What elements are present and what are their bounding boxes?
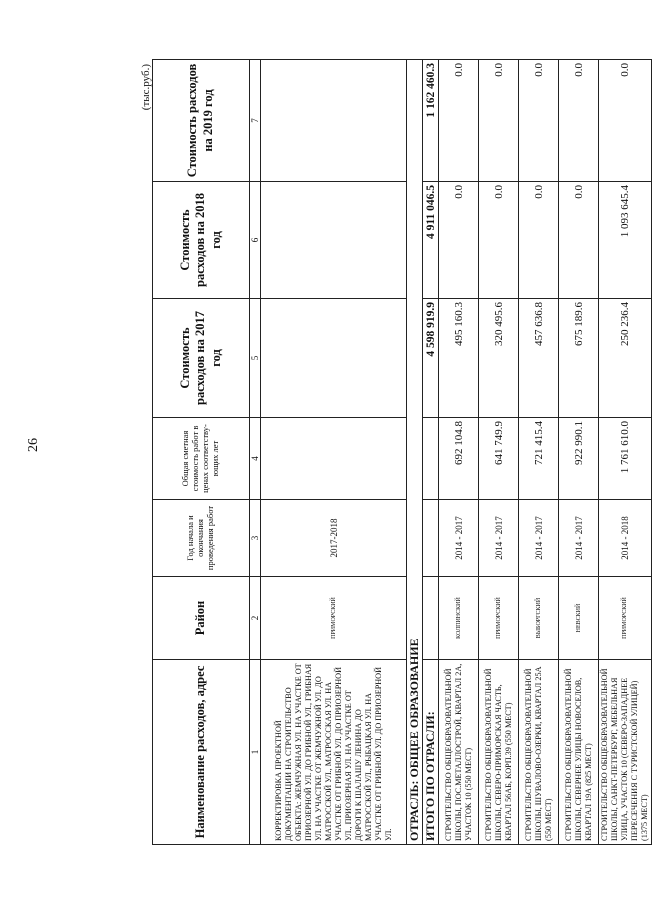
table-row <box>559 60 599 845</box>
row-cost-2018: 0.0 <box>439 182 479 299</box>
row-cost-2018: 0.0 <box>519 182 559 299</box>
row-cost-2019: 0.0 <box>519 60 559 182</box>
row-total-cost: 641 749.9 <box>479 418 519 500</box>
row-name: СТРОИТЕЛЬСТВО ОБЩЕОБРАЗОВАТЕЛЬНОЙ ШКОЛЫ, ШУВАЛОВО-ОЗЕРКИ, КВАРТАЛ 25А (550 МЕСТ) <box>519 660 559 845</box>
row-name: СТРОИТЕЛЬСТВО ОБЩЕОБРАЗОВАТЕЛЬНОЙ ШКОЛЫ, ПОС.МЕТАЛЛОСТРОЙ, КВАРТАЛ 2А, УЧАСТОК 10 (550 МЕСТ) <box>439 660 479 845</box>
row-years: 2014 - 2017 <box>439 500 479 577</box>
row-cost-2018: 1 093 645.4 <box>599 182 652 299</box>
column-number: 7 <box>250 60 261 182</box>
row-district: ВЫБОРГСКИЙ <box>519 577 559 660</box>
row-years: 2014 - 2017 <box>559 500 599 577</box>
row-district: НЕВСКИЙ <box>559 577 599 660</box>
column-number: 1 <box>250 660 261 845</box>
row-cost-2019: 0.0 <box>479 60 519 182</box>
row-total-cost <box>261 418 407 500</box>
header-cost-2017: Стоимость расходов на 2017 год <box>153 299 250 418</box>
table-row <box>479 60 519 845</box>
row-cost-2018: 0.0 <box>479 182 519 299</box>
header-row <box>153 60 250 845</box>
total-cost-2019: 1 162 460.3 <box>423 60 439 182</box>
total-label: ИТОГО ПО ОТРАСЛИ: <box>423 660 439 845</box>
row-district: ПРИМОРСКИЙ <box>261 577 407 660</box>
column-number: 6 <box>250 182 261 299</box>
table-row <box>519 60 559 845</box>
header-cost-2019: Стоимость расходов на 2019 год <box>153 60 250 182</box>
row-years: 2014 - 2017 <box>519 500 559 577</box>
row-years: 2014 - 2017 <box>479 500 519 577</box>
row-name: СТРОИТЕЛЬСТВО ОБЩЕОБРАЗОВАТЕЛЬНОЙ ШКОЛЫ, СЕВЕРО-ПРИМОРСКАЯ ЧАСТЬ, КВАРТАЛ 56АБ, КОРП.39 (550 МЕСТ) <box>479 660 519 845</box>
row-cost-2019: 0.0 <box>599 60 652 182</box>
row-total-cost: 692 104.8 <box>439 418 479 500</box>
header-district: Район <box>153 577 250 660</box>
table-row <box>599 60 652 845</box>
row-name: СТРОИТЕЛЬСТВО ОБЩЕОБРАЗОВАТЕЛЬНОЙ ШКОЛЫ, СЕВЕРНЕЕ УЛИЦЫ НОВОСЕЛОВ, КВАРТАЛ 19А (825 МЕСТ) <box>559 660 599 845</box>
row-cost-2019: 0.0 <box>559 60 599 182</box>
row-name: СТРОИТЕЛЬСТВО ОБЩЕОБРАЗОВАТЕЛЬНОЙ ШКОЛЫ, САНКТ-ПЕТЕРБУРГ, МЕБЕЛЬНАЯ УЛИЦА, УЧАСТОК 10 (СЕВЕРО-ЗАПАДНЕЕ ПЕРЕСЕЧЕНИЯ С ТУРИСТСКОЙ УЛИЦЕЙ) (1375 МЕСТ) <box>599 660 652 845</box>
total-cost-2017: 4 598 919.9 <box>423 299 439 418</box>
row-cost-2019: 0.0 <box>439 60 479 182</box>
column-number: 3 <box>250 500 261 577</box>
row-district: ПРИМОРСКИЙ <box>479 577 519 660</box>
total-years <box>423 500 439 577</box>
row-cost-2019 <box>261 60 407 182</box>
total-total-cost <box>423 418 439 500</box>
header-name: Наименование расходов, адрес <box>153 660 250 845</box>
row-years: 2017-2018 <box>261 500 407 577</box>
rotated-page <box>140 60 649 845</box>
table-row <box>261 60 407 845</box>
section-title: ОТРАСЛЬ: ОБЩЕЕ ОБРАЗОВАНИЕ <box>407 60 423 845</box>
row-cost-2017: 457 636.8 <box>519 299 559 418</box>
row-years: 2014 - 2018 <box>599 500 652 577</box>
column-number: 4 <box>250 418 261 500</box>
page-number: 26 <box>26 438 41 452</box>
column-number: 5 <box>250 299 261 418</box>
row-cost-2017: 250 236.4 <box>599 299 652 418</box>
row-total-cost: 721 415.4 <box>519 418 559 500</box>
row-total-cost: 1 761 610.0 <box>599 418 652 500</box>
header-total-cost: Общая сметная стоимость работ в ценах соответству-ющих лет <box>153 418 250 500</box>
row-district: ПРИМОРСКИЙ <box>599 577 652 660</box>
row-cost-2018: 0.0 <box>559 182 599 299</box>
total-row <box>423 60 439 845</box>
row-cost-2017 <box>261 299 407 418</box>
total-cost-2018: 4 911 046.5 <box>423 182 439 299</box>
section-row <box>407 60 423 845</box>
row-cost-2017: 320 495.6 <box>479 299 519 418</box>
row-name: КОРРЕКТИРОВКА ПРОЕКТНОЙ ДОКУМЕНТАЦИИ НА СТРОИТЕЛЬСТВО ОБЪЕКТА: ЖЕМЧУЖНАЯ УЛ. НА УЧАСТКЕ ОТ ПРИОЗЕРНОЙ УЛ. ДО ГРИБНОЙ УЛ., ГРИБНАЯ УЛ. НА УЧАСТКЕ ОТ ЖЕМЧУЖНОЙ УЛ. ДО МАТРОССКОЙ УЛ., МАТРОССКАЯ УЛ. НА УЧАСТКЕ ОТ ГРИБНОЙ УЛ. ДО ПРИОЗЕРНОЙ УЛ., ПРИОЗЕРНАЯ УЛ. НА УЧАСТКЕ ОТ ДОРОГИ К ШАЛАШУ ЛЕНИНА ДО МАТРОССКОЙ УЛ., РЫБАЦКАЯ УЛ. НА УЧАСТКЕ ОТ ГРИБНОЙ УЛ. ДО ПРИОЗЕРНОЙ УЛ. <box>261 660 407 845</box>
header-cost-2018: Стоимость расходов на 2018 год <box>153 182 250 299</box>
table-row <box>439 60 479 845</box>
row-cost-2017: 675 189.6 <box>559 299 599 418</box>
expenses-table <box>152 59 652 845</box>
column-number-row <box>250 60 261 845</box>
header-years: Год начала и окончания проведения работ <box>153 500 250 577</box>
row-district: КОЛПИНСКИЙ <box>439 577 479 660</box>
row-cost-2018 <box>261 182 407 299</box>
total-district <box>423 577 439 660</box>
row-cost-2017: 495 160.3 <box>439 299 479 418</box>
column-number: 2 <box>250 577 261 660</box>
row-total-cost: 922 990.1 <box>559 418 599 500</box>
unit-label: (тыс.руб.) <box>140 64 152 111</box>
